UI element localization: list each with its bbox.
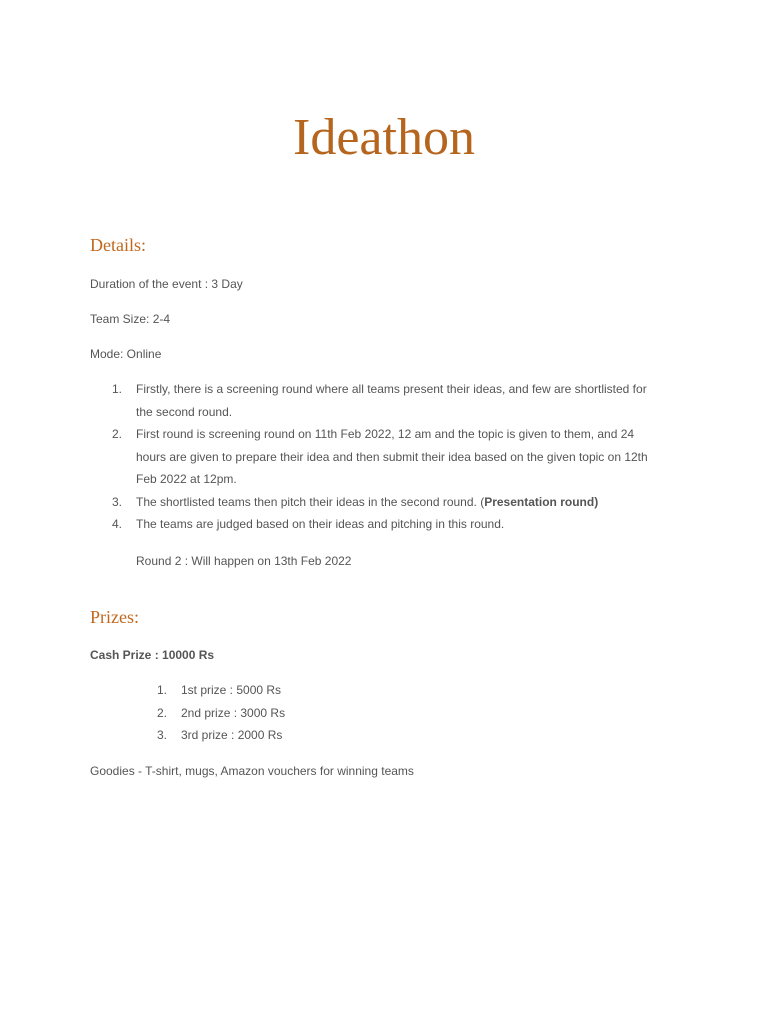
list-item-text: The teams are judged based on their ideas and pitching in this round. xyxy=(136,517,505,531)
list-item-text: 3rd prize : 2000 Rs xyxy=(181,728,283,742)
duration-text: Duration of the event : 3 Day xyxy=(90,277,243,291)
list-number: 4. xyxy=(112,517,123,531)
mode-text: Mode: Online xyxy=(90,347,162,361)
prizes-heading: Prizes: xyxy=(90,607,139,627)
list-number: 3. xyxy=(157,728,168,742)
details-heading: Details: xyxy=(90,235,146,255)
list-item-text: Firstly, there is a screening round where all teams present their ideas, and few are shortlisted for the second round. xyxy=(136,382,647,419)
list-item xyxy=(157,679,581,702)
list-item xyxy=(112,423,666,491)
goodies-text: Goodies - T-shirt, mugs, Amazon vouchers for winning teams xyxy=(90,764,414,778)
list-item-bold-text: Presentation round) xyxy=(484,494,599,509)
list-number: 1. xyxy=(157,683,168,697)
list-item xyxy=(112,513,666,536)
document-title: Ideathon xyxy=(293,109,475,166)
round2-text: Round 2 : Will happen on 13th Feb 2022 xyxy=(136,554,352,568)
list-item xyxy=(112,491,666,514)
list-number: 2. xyxy=(112,427,123,441)
list-item xyxy=(157,724,581,747)
list-item-text: First round is screening round on 11th Feb 2022, 12 am and the topic is given to them, and 24 hours are given to prepare their idea and then submit their idea based on the given topic on 12th Feb 2022 at 12pm. xyxy=(136,427,648,486)
list-number: 1. xyxy=(112,382,123,396)
list-item-text: 2nd prize : 3000 Rs xyxy=(181,705,286,720)
team-size-text: Team Size: 2-4 xyxy=(90,312,171,326)
list-number: 2. xyxy=(157,705,168,720)
details-steps-list xyxy=(112,378,666,536)
prize-list xyxy=(157,679,581,747)
list-item-text: The shortlisted teams then pitch their ideas in the second round. ( xyxy=(136,494,485,509)
list-item xyxy=(157,702,581,725)
list-item xyxy=(112,378,666,423)
cash-prize-text: Cash Prize : 10000 Rs xyxy=(90,648,215,662)
list-number: 3. xyxy=(112,494,123,509)
list-item-text: 1st prize : 5000 Rs xyxy=(181,683,282,697)
